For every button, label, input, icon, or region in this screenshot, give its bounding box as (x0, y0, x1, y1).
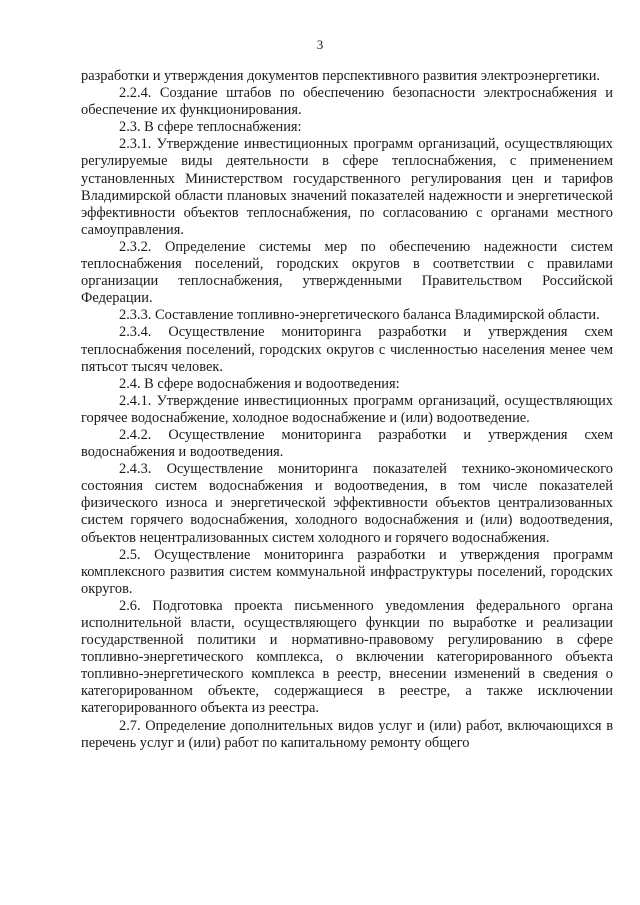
paragraph-2-3-2: 2.3.2. Определение системы мер по обеспечению надежности систем теплоснабжения поселений, городских округов в соответствии с правилами организации теплоснабжения, утвержденными Правительством Российской Федерации. (81, 238, 613, 307)
paragraph-2-2-4: 2.2.4. Создание штабов по обеспечению безопасности электроснабжения и обеспечение их функционирования. (81, 85, 613, 119)
paragraph-2-4-1: 2.4.1. Утверждение инвестиционных программ организаций, осуществляющих горячее водоснабжение, холодное водоснабжение и (или) водоотведение. (81, 392, 613, 426)
section-heading-2-3: 2.3. В сфере теплоснабжения: (119, 119, 302, 136)
paragraph-continuation: разработки и утверждения документов перспективного развития электроэнергетики. (81, 68, 601, 84)
paragraph-2-3-3: 2.3.3. Составление топливно-энергетического баланса Владимирской области. (119, 307, 600, 324)
page-number: 3 (316, 37, 324, 52)
paragraph-2-6: 2.6. Подготовка проекта письменного уведомления федерального органа исполнительной власти, осуществляющего функции по выработке и реализации государственной политики и нормативно-правовому регулированию в сфере топливно-энергетического комплекса, о включении категорированного объекта топливно-энергетического комплекса в реестр, внесении изменений в сведения о категорированном объекте, содержащиеся в реестре, а также исключении категорированного объекта из реестра. (81, 597, 613, 717)
paragraph-2-3-1: 2.3.1. Утверждение инвестиционных программ организаций, осуществляющих регулируемые виды деятельности в сфере теплоснабжения, с применением установленных Министерством государственного регулирования цен и тарифов Владимирской области плановых значений показателей надежности и энергетической эффективности объектов теплоснабжения, по согласованию с органами местного самоуправления. (81, 136, 613, 238)
paragraph-2-3-4: 2.3.4. Осуществление мониторинга разработки и утверждения схем теплоснабжения поселений, городских округов с численностью населения менее чем пятьсот тысяч человек. (81, 324, 613, 375)
paragraph-2-5: 2.5. Осуществление мониторинга разработки и утверждения программ комплексного развития систем коммунальной инфраструктуры поселений, городских округов. (81, 546, 613, 597)
section-heading-2-4: 2.4. В сфере водоснабжения и водоотведения: (119, 375, 400, 392)
paragraph-2-7: 2.7. Определение дополнительных видов услуг и (или) работ, включающихся в перечень услуг и (или) работ по капитальному ремонту общего (81, 717, 613, 751)
paragraph-2-4-2: 2.4.2. Осуществление мониторинга разработки и утверждения схем водоснабжения и водоотведения. (81, 426, 613, 461)
paragraph-2-4-3: 2.4.3. Осуществление мониторинга показателей технико-экономического состояния систем водоснабжения и водоотведения, в том числе показателей физического износа и энергетической эффективности объектов централизованных систем горячего водоснабжения, холодного водоснабжения и (или) водоотведения, объектов нецентрализованных систем холодного и горячего водоснабжения. (81, 461, 613, 546)
document-body (81, 68, 613, 752)
